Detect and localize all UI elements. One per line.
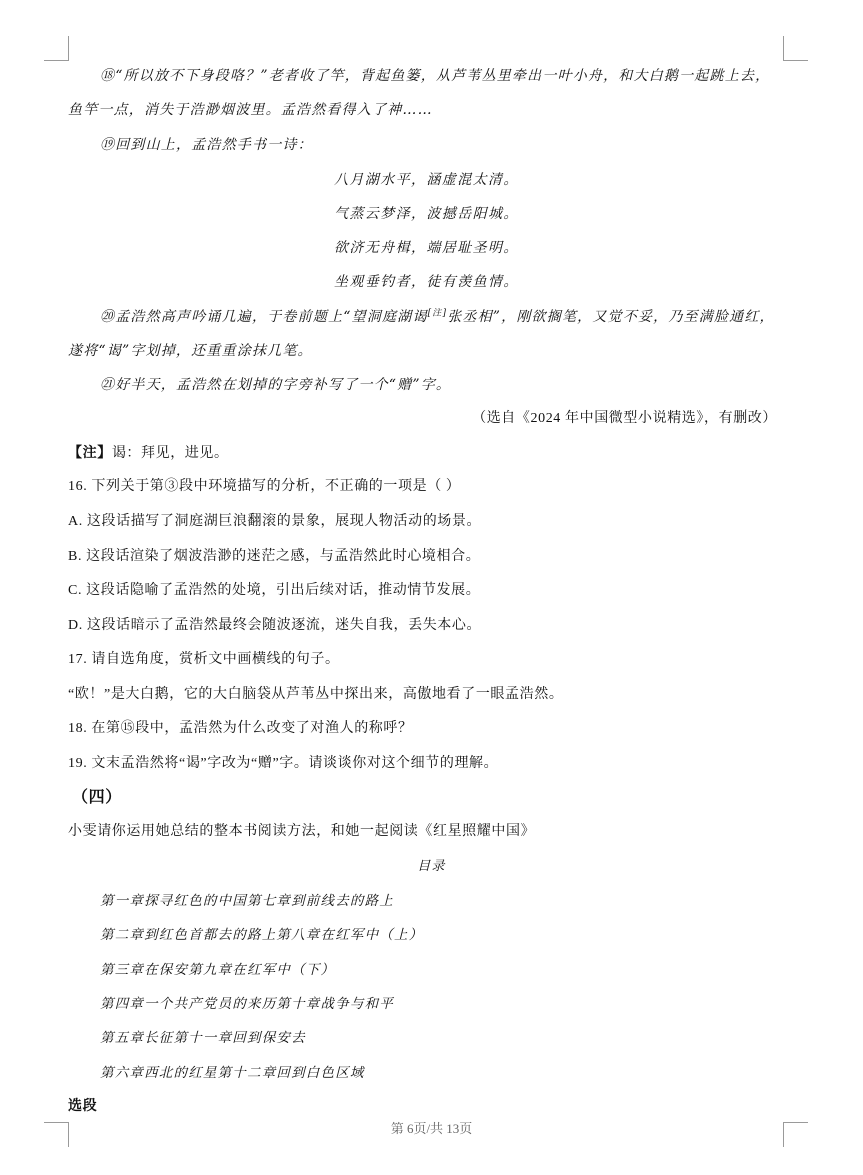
crop-mark-top-left — [44, 36, 69, 61]
section-intro: 小雯请你运用她总结的整本书阅读方法，和她一起阅读《红星照耀中国》 — [68, 824, 536, 839]
crop-mark-top-right — [783, 36, 808, 61]
poem-line-2: 气蒸云梦泽，波撼岳阳城。 — [334, 206, 519, 222]
question-16-option-c: C. 这段话隐喻了孟浩然的处境，引出后续对话，推动情节发展。 — [68, 583, 481, 598]
poem-line-1: 八月湖水平，涵虚混太清。 — [334, 172, 519, 188]
toc-item: 第六章西北的红星第十二章回到白色区域 — [100, 1065, 365, 1081]
footnote-text: 谒：拜见，进见。 — [111, 446, 229, 461]
paragraph-20-line-2: 遂将“谒”字划掉，还重重涂抹几笔。 — [68, 343, 313, 359]
paragraph-18-line-2: 鱼竿一点，消失于浩渺烟波里。孟浩然看得入了神…… — [68, 102, 433, 118]
paragraph-20-text-a: ⑳孟浩然高声吟诵几遍，于卷前题上“望洞庭湖谒 — [100, 309, 428, 325]
paragraph-19: ⑲回到山上，孟浩然手书一诗： — [100, 137, 313, 153]
excerpt-label: 选段 — [68, 1099, 98, 1114]
question-16: 16. 下列关于第③段中环境描写的分析，不正确的一项是（ ） — [68, 479, 461, 494]
toc-item: 第四章一个共产党员的来历第十章战争与和平 — [100, 996, 394, 1012]
paragraph-21: ㉑好半天，孟浩然在划掉的字旁补写了一个“赠”字。 — [100, 377, 452, 393]
page-number: 第 6页/共 13页 — [390, 1121, 473, 1136]
question-16-option-a: A. 这段话描写了洞庭湖巨浪翻滚的景象，展现人物活动的场景。 — [68, 514, 482, 529]
question-18: 18. 在第⑮段中，孟浩然为什么改变了对渔人的称呼？ — [68, 721, 413, 736]
toc-item: 第一章探寻红色的中国第七章到前线去的路上 — [100, 893, 394, 909]
footnote-marker: [注] — [427, 308, 448, 319]
question-16-option-d: D. 这段话暗示了孟浩然最终会随波逐流，迷失自我，丢失本心。 — [68, 618, 482, 633]
paragraph-20-text-b: 张丞相”，刚欲搁笔，又觉不妥，乃至满脸通红， — [447, 309, 775, 325]
toc-item: 第五章长征第十一章回到保安去 — [100, 1030, 306, 1046]
question-16-option-b: B. 这段话渲染了烟波浩渺的迷茫之感，与孟浩然此时心境相合。 — [68, 549, 481, 564]
paragraph-20-line-1 — [100, 307, 775, 327]
toc-item: 第二章到红色首都去的路上第八章在红军中（上） — [100, 927, 424, 943]
question-19: 19. 文末孟浩然将“谒”字改为“赠”字。请谈谈你对这个细节的理解。 — [68, 756, 499, 771]
toc-item: 第三章在保安第九章在红军中（下） — [100, 962, 336, 978]
source-citation: （选自《2024 年中国微型小说精选》，有删改） — [472, 411, 777, 426]
toc-title: 目录 — [417, 859, 446, 874]
question-17-quote: “欧！”是大白鹅，它的大白脑袋从芦苇丛中探出来，高傲地看了一眼孟浩然。 — [68, 687, 564, 702]
footnote — [68, 444, 229, 464]
footnote-label: 【注】 — [68, 446, 112, 461]
section-heading: （四） — [72, 789, 122, 806]
poem-line-3: 欲济无舟楫，端居耻圣明。 — [334, 240, 519, 256]
paragraph-18-line-1: ⑱“所以放不下身段咯？”老者收了竿，背起鱼篓，从芦苇丛里牵出一叶小舟，和大白鹅一起跳上去， — [100, 68, 771, 84]
question-17: 17. 请自选角度，赏析文中画横线的句子。 — [68, 652, 340, 667]
poem-line-4: 坐观垂钓者，徒有羡鱼情。 — [334, 274, 519, 290]
